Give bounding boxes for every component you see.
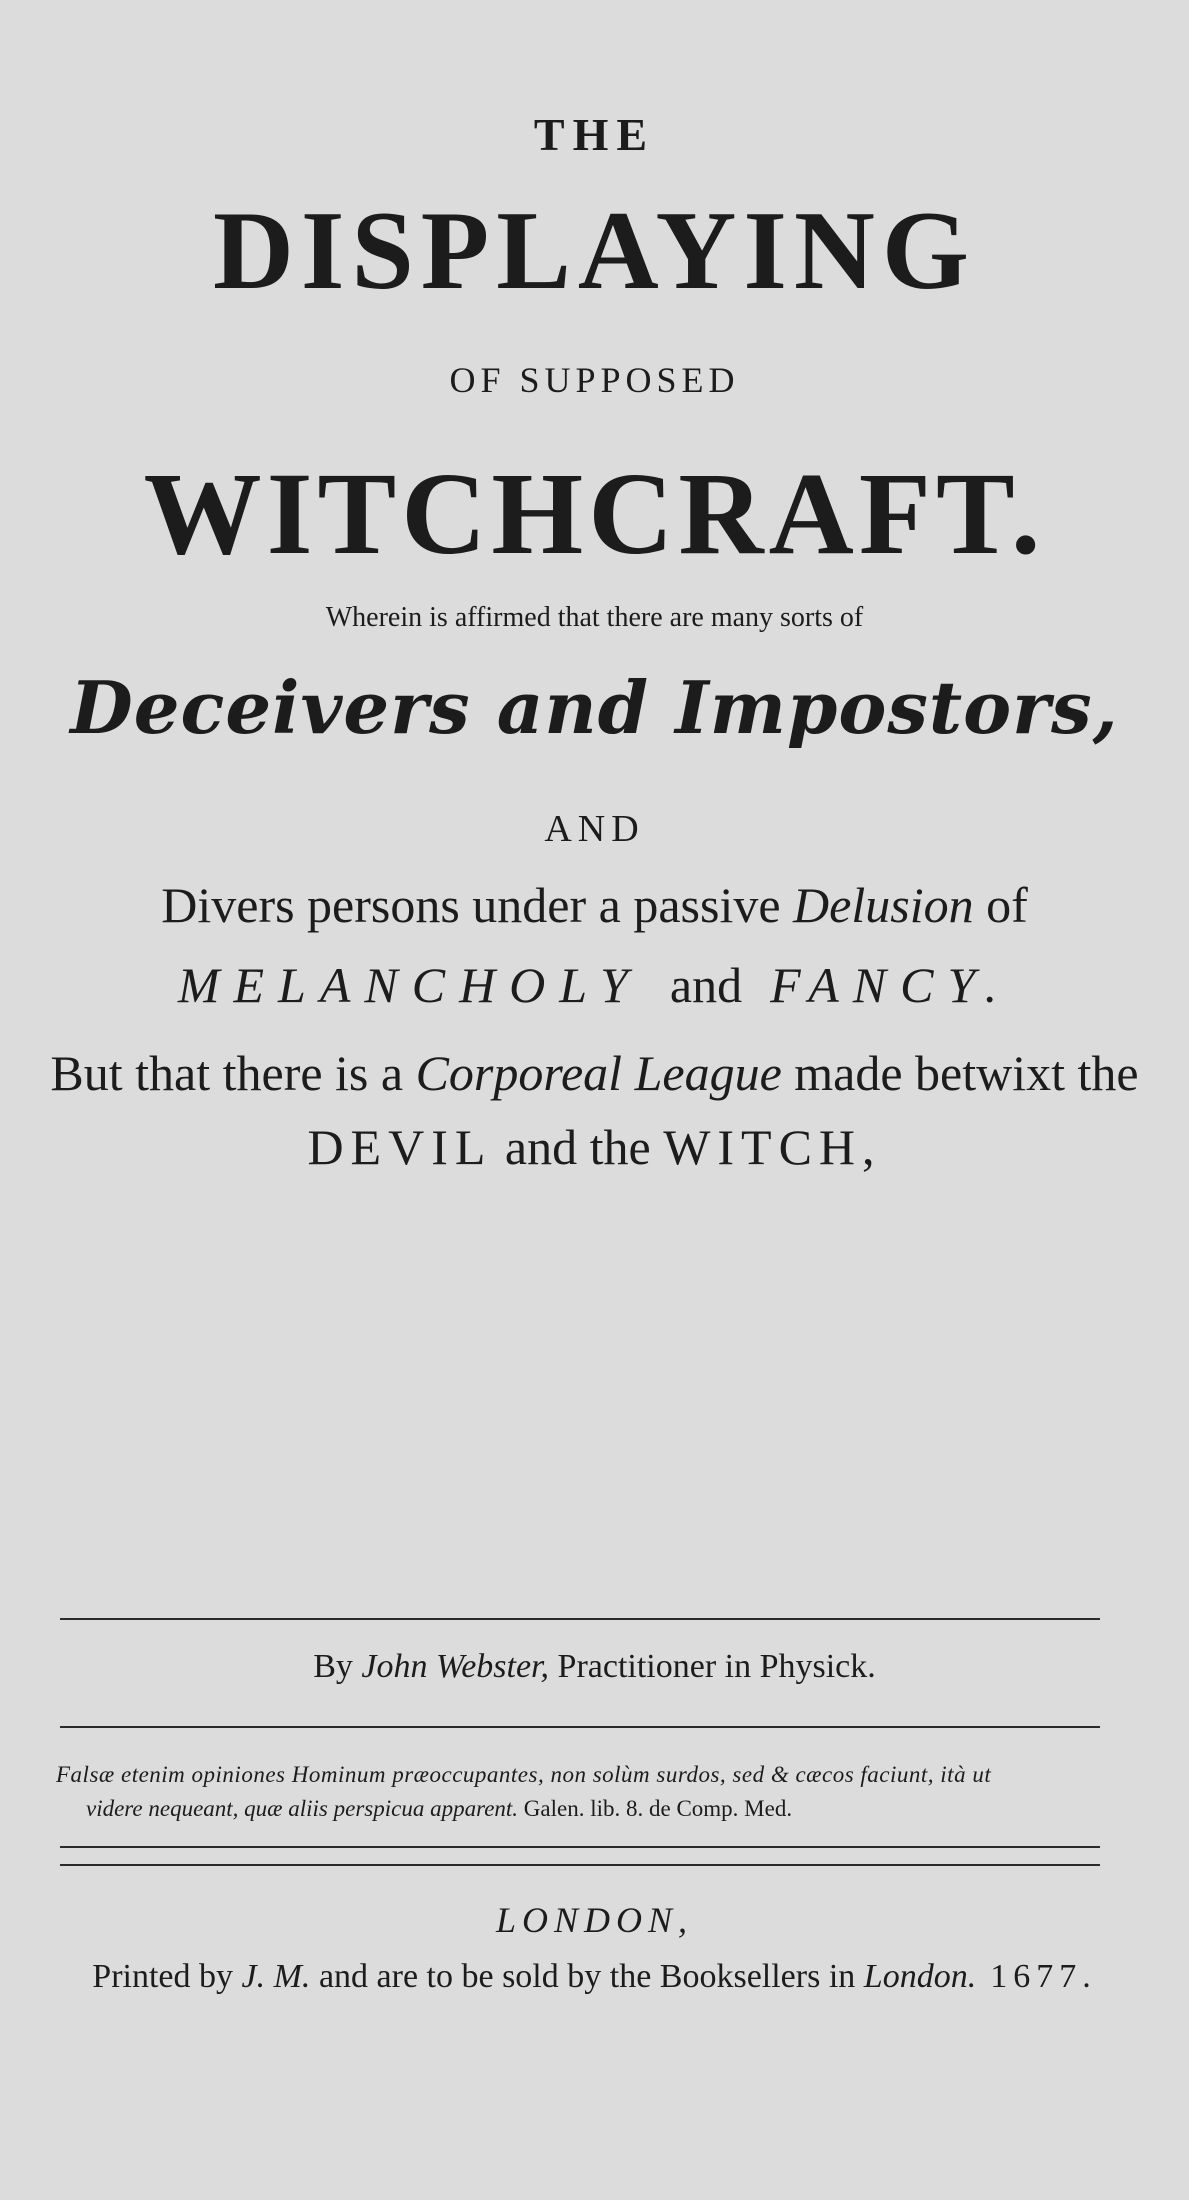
subtitle-and: AND: [544, 808, 645, 850]
witch-word: WITCH,: [663, 1119, 882, 1175]
fancy-word: FANCY.: [770, 957, 1012, 1013]
subtitle-wherein: Wherein is affirmed that there are many sorts of: [325, 602, 864, 633]
subtitle-divers-line: [0, 877, 1189, 933]
title-witchcraft: WITCHCRAFT.: [143, 448, 1046, 579]
divider-rule-top: [60, 1618, 1100, 1620]
byline-by: By: [313, 1648, 362, 1685]
epigraph-reference: Galen. lib. 8. de Comp. Med.: [518, 1796, 793, 1821]
imprint-printed-by: Printed by: [92, 1958, 242, 1995]
subtitle-melancholy-line: [0, 957, 1189, 1013]
imprint-year: 1677.: [990, 1958, 1097, 1995]
devil-and-the: and the: [492, 1119, 664, 1175]
divers-pre: Divers persons under a passive: [161, 877, 794, 933]
epigraph-line-2-italic: videre nequeant, quæ aliis perspicua apparent.: [86, 1796, 519, 1821]
title-the: THE: [533, 109, 656, 160]
subtitle-league-line: [0, 1045, 1189, 1101]
byline: [0, 1650, 1189, 1684]
league-pre: But that there is a: [50, 1045, 416, 1101]
epigraph-line-2: [56, 1792, 1106, 1826]
subtitle-devil-line: [0, 1119, 1189, 1175]
imprint-printer: J. M.: [241, 1958, 311, 1995]
imprint-line: [0, 1960, 1189, 1994]
imprint-sold-by: and are to be sold by the Booksellers in: [310, 1958, 864, 1995]
subtitle-deceivers: Deceivers and Impostors,: [70, 665, 1119, 750]
melancholy-and: and: [669, 957, 743, 1013]
divers-delusion: Delusion: [793, 877, 974, 933]
epigraph: [56, 1758, 1106, 1826]
imprint-city: LONDON,: [495, 1900, 694, 1940]
imprint-london: London.: [863, 1958, 977, 1995]
divers-post: of: [973, 877, 1028, 933]
epigraph-line-1: Falsæ etenim opiniones Hominum præoccupantes, non solùm surdos, sed & cæcos faciunt, ità ut: [56, 1762, 992, 1787]
divider-rule-upper: [60, 1726, 1100, 1728]
byline-role: Practitioner in Physick.: [549, 1648, 876, 1685]
corporeal-league: Corporeal League: [415, 1045, 782, 1101]
byline-author: John Webster,: [361, 1648, 550, 1685]
league-post: made betwixt the: [781, 1045, 1139, 1101]
title-of-supposed: OF SUPPOSED: [449, 360, 740, 400]
divider-rule-lower-2: [60, 1864, 1100, 1866]
title-displaying: DISPLAYING: [213, 189, 976, 313]
devil-word: DEVIL: [307, 1119, 493, 1175]
divider-rule-lower-1: [60, 1846, 1100, 1848]
melancholy-word: MELANCHOLY: [177, 957, 642, 1013]
